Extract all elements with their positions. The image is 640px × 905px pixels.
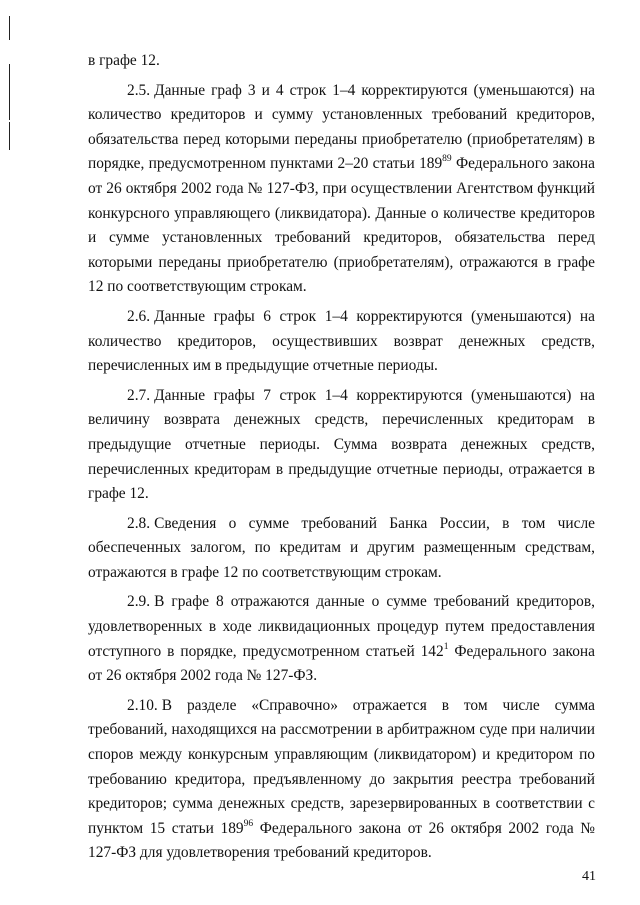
paragraph-number: 2.6. (127, 307, 151, 325)
margin-binding-line-lower (9, 122, 10, 150)
paragraph-number: 2.5. (127, 81, 151, 99)
paragraph-continuation (88, 49, 595, 74)
paragraph-2-6 (88, 305, 595, 379)
paragraph-number: 2.7. (127, 386, 151, 404)
paragraph-2-8 (88, 512, 595, 586)
paragraph-2-5 (88, 79, 595, 300)
paragraph-2-7 (88, 384, 595, 507)
paragraph-text: Федерального закона от 26 октября 2002 года № 127-ФЗ для удовлетворения требований кредиторов. (88, 819, 595, 862)
paragraph-2-9 (88, 590, 595, 688)
superscript: 96 (243, 818, 254, 829)
paragraph-text: Данные графы 6 строк 1–4 корректируются (уменьшаются) на количество кредиторов, осуществивших возврат денежных средств, перечисленных им в предыдущие отчетные периоды. (88, 307, 595, 375)
superscript: 89 (442, 154, 452, 165)
paragraph-text: Федерального закона от 26 октября 2002 года № 127-ФЗ. (88, 642, 596, 685)
paragraph-2-10 (88, 694, 595, 866)
continuation-text: в графе 12. (88, 52, 160, 69)
page-number: 41 (582, 869, 596, 884)
superscript: 1 (443, 641, 449, 652)
margin-binding-line-top (9, 16, 10, 40)
paragraph-text: Данные граф 3 и 4 строк 1–4 корректируются (уменьшаются) на количество кредиторов и сумму установленных требований кредиторов, обязательства перед которыми переданы приобретателю (приобретателям) в порядке, предусмотренном пунктами 2–20 статьи 189 (88, 81, 595, 173)
paragraph-text: Сведения о сумме требований Банка России, в том числе обеспеченных залогом, по кредитам и другим размещенным средствам, отражаются в графе 12 по соответствующим строкам. (88, 514, 595, 581)
paragraph-text: В графе 8 отражаются данные о сумме требований кредиторов, удовлетворенных в ходе ликвидационных процедур путем предоставления отступного в порядке, предусмотренном статьей 142 (88, 593, 595, 660)
paragraph-number: 2.9. (127, 593, 151, 611)
paragraph-number: 2.8. (127, 514, 151, 532)
document-page (88, 49, 595, 871)
margin-binding-line-middle (9, 64, 10, 120)
paragraph-text: Федерального закона от 26 октября 2002 года № 127-ФЗ, при осуществлении Агентством функций конкурсного управляющего (ликвидатора). Данные о количестве кредиторов и сумме установленных требований кредиторов, обязательства перед которыми переданы приобретателю (приобретателям), отражаются в графе 12 по соответствующим строкам. (88, 155, 595, 296)
paragraph-number: 2.10. (127, 696, 158, 714)
paragraph-text: Данные графы 7 строк 1–4 корректируются (уменьшаются) на величину возврата денежных средств, перечисленных кредиторам в предыдущие отчетные периоды. Сумма возврата денежных средств, перечисленных кредиторам в предыдущие отчетные периоды, отражается в графе 12. (88, 386, 595, 503)
paragraph-text: В разделе «Справочно» отражается в том числе сумма требований, находящихся на рассмотрении в арбитражном суде при наличии споров между конкурсным управляющим (ликвидатором) и кредитором по требованию кредитора, предъявленному до закрытия реестра требований кредиторов; сумма денежных средств, зарезервированных в соответствии с пунктом 15 статьи 189 (88, 696, 595, 837)
